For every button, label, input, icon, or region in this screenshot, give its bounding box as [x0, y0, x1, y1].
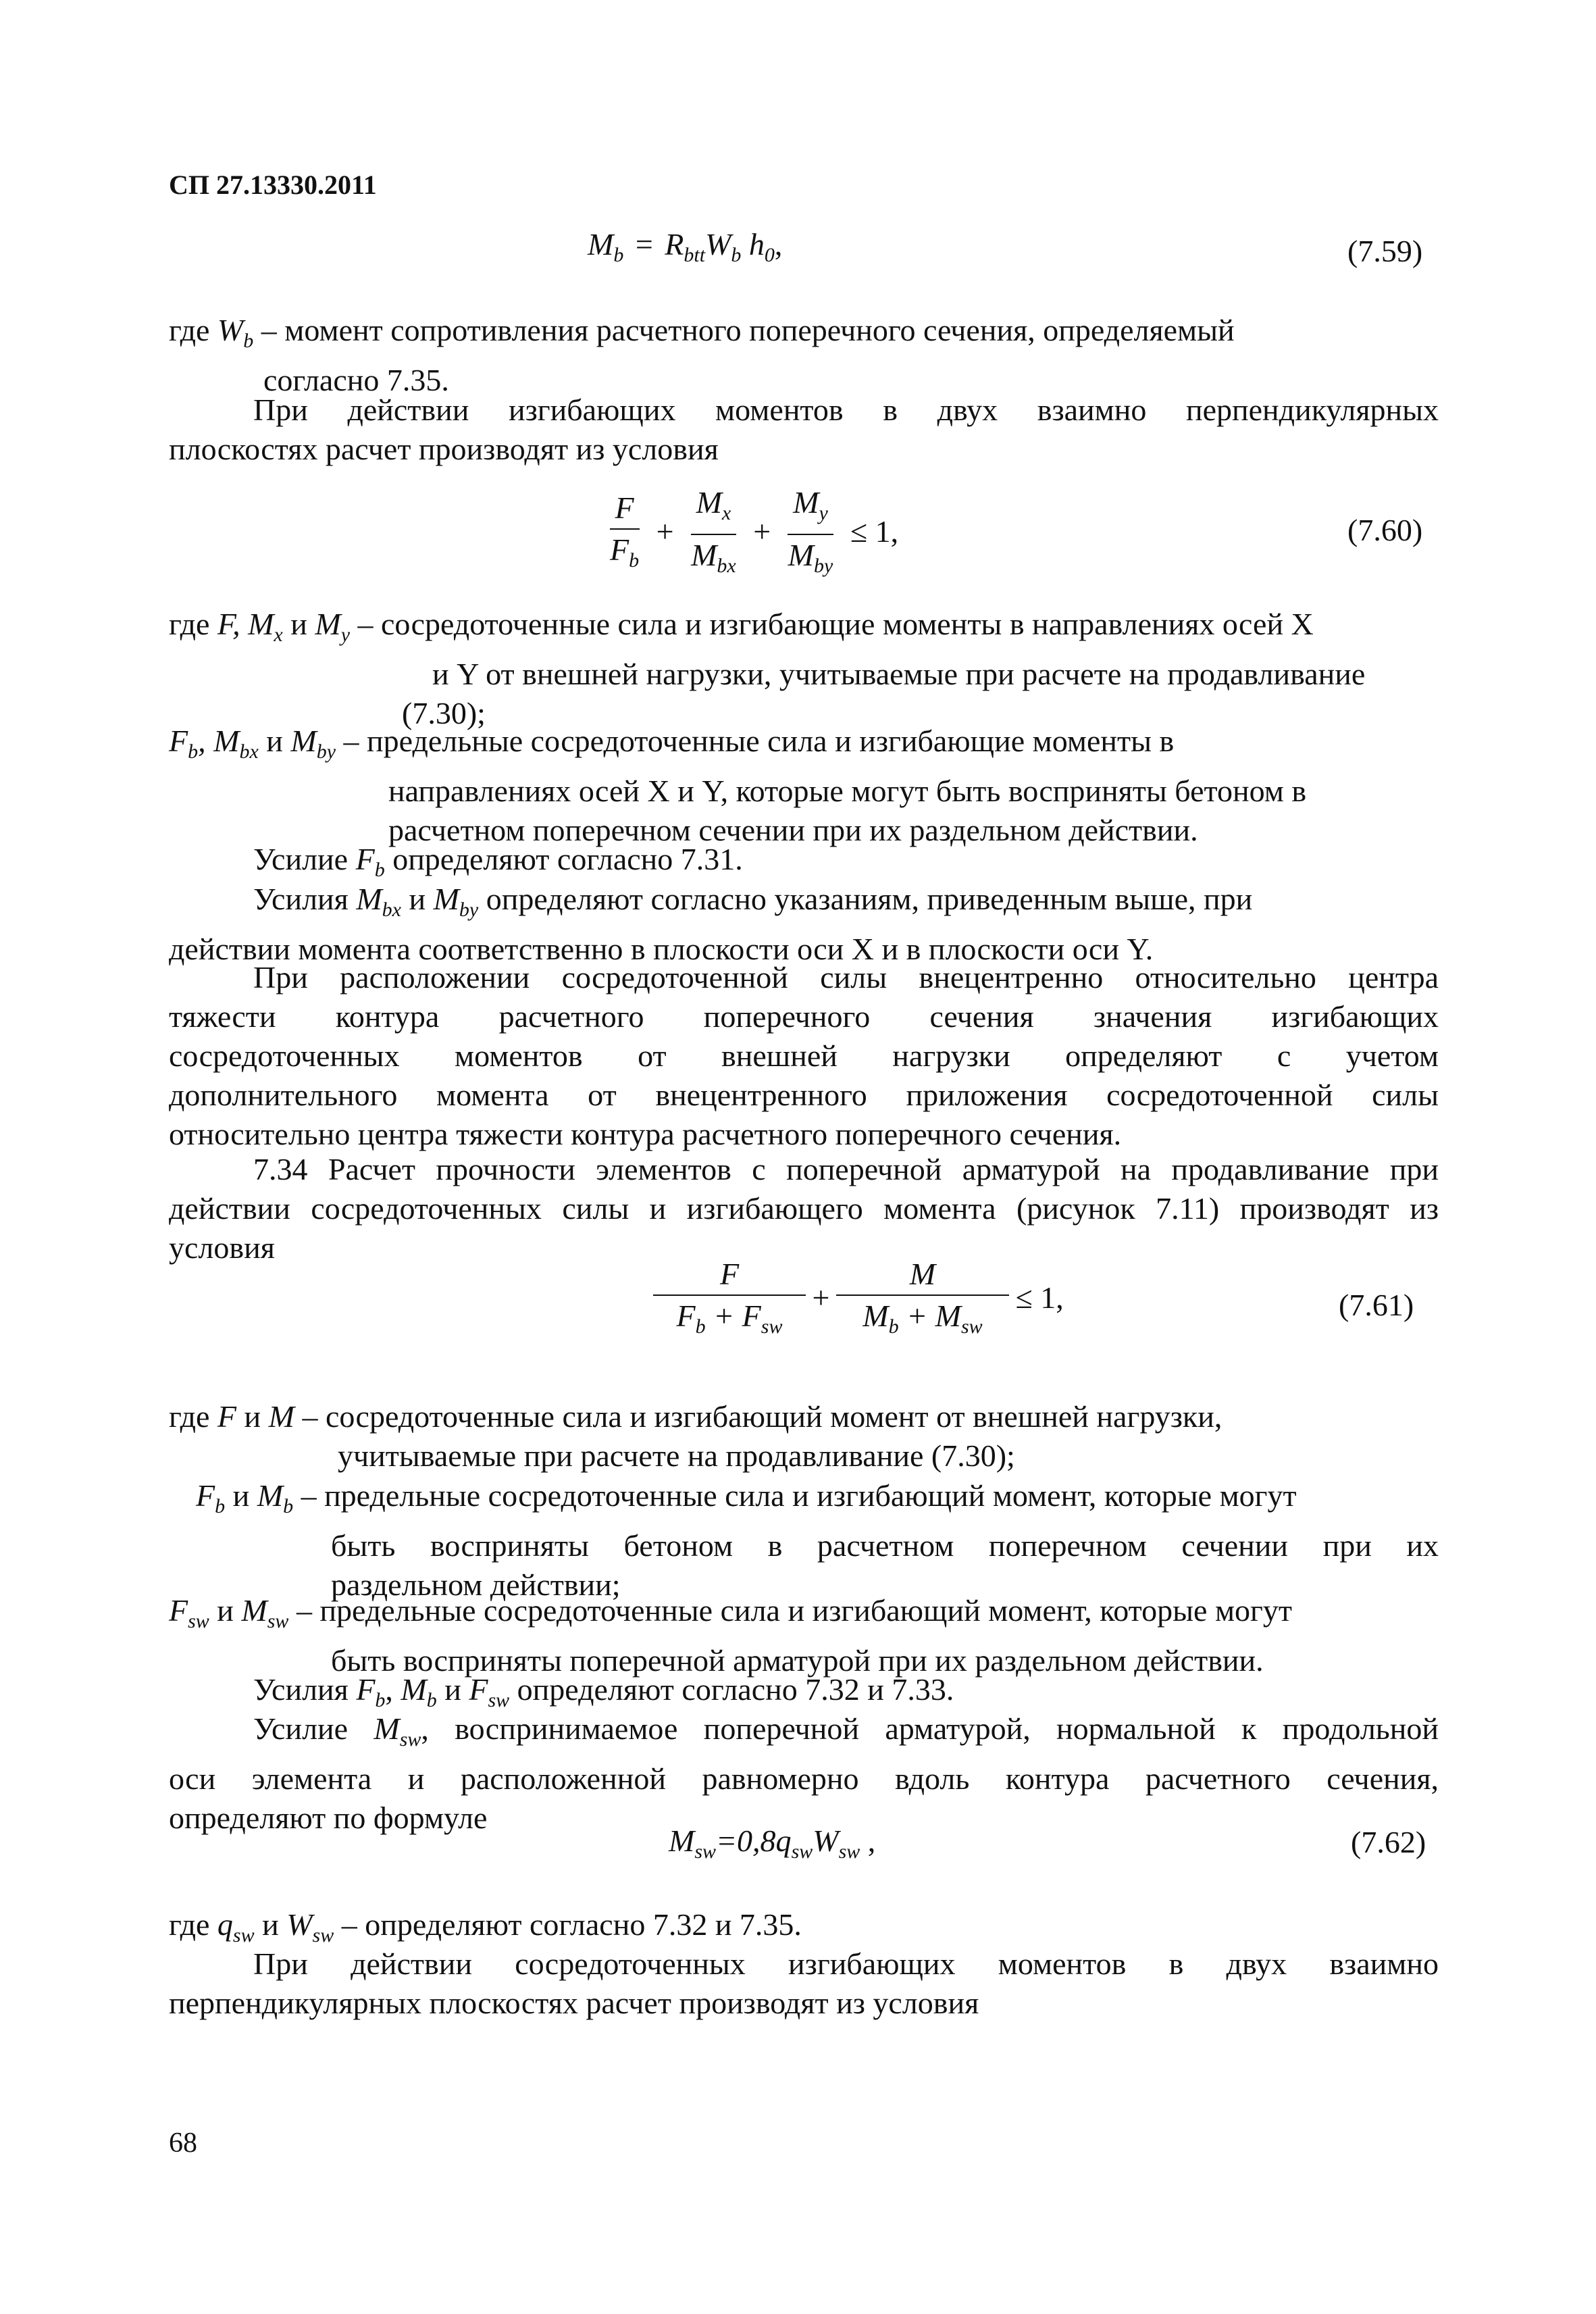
- math-symbol: F, M: [217, 607, 274, 641]
- formula-subscript: b: [731, 244, 742, 267]
- text-line: согласно 7.35.: [263, 363, 449, 398]
- formula-symbol: W: [813, 1823, 839, 1858]
- text-line: действии сосредоточенных силы и изгибающего момента (рисунок 7.11) производят из: [169, 1191, 1439, 1226]
- math-subscript: sw: [399, 1728, 421, 1751]
- text-span: и: [401, 882, 434, 916]
- equation-number: (7.61): [1339, 1288, 1414, 1322]
- denominator: + M: [898, 1299, 961, 1333]
- math-subscript: sw: [232, 1924, 255, 1947]
- text-line: тяжести контура расчетного поперечного сечения значения изгибающих: [169, 999, 1439, 1034]
- formula-subscript: sw: [960, 1315, 983, 1338]
- formula-operator: =: [627, 227, 661, 261]
- denominator: F: [676, 1299, 696, 1333]
- math-subscript: b: [374, 859, 385, 882]
- numerator: M: [696, 485, 722, 520]
- formula-subscript: x: [721, 502, 731, 525]
- text-span: Усилие: [253, 1711, 374, 1746]
- text-span: – сосредоточенные сила и изгибающий момент от внешней нагрузки,: [294, 1399, 1222, 1434]
- text-span: Усилие: [253, 842, 356, 876]
- formula-symbol: M: [588, 227, 614, 261]
- text-line: плоскостях расчет производят из условия: [169, 432, 719, 466]
- paragraph-7-34: [169, 1150, 1439, 1267]
- text-line: быть восприняты поперечной арматурой при их раздельном действии.: [331, 1643, 1264, 1678]
- math-symbol: W: [286, 1907, 313, 1942]
- text-span: и: [258, 724, 291, 758]
- text-span: где: [169, 1907, 217, 1942]
- math-symbol: F: [169, 1593, 188, 1628]
- math-subscript: b: [283, 1495, 294, 1518]
- formula-subscript: b: [888, 1315, 899, 1338]
- numerator: F: [653, 1257, 806, 1296]
- formula-relation: ≤ 1,: [1015, 1280, 1064, 1315]
- math-symbol: F: [196, 1478, 215, 1513]
- text-span: – сосредоточенные сила и изгибающие моменты в направлениях осей X: [350, 607, 1314, 641]
- math-symbol: M: [290, 724, 317, 758]
- text-span: – предельные сосредоточенные сила и изгибающий момент, которые могут: [293, 1478, 1297, 1513]
- paragraph-fsw-msw: [169, 1591, 1439, 1680]
- math-symbol: F: [169, 724, 188, 758]
- text-line: определяют по формуле: [169, 1801, 488, 1836]
- paragraph-f-m: [169, 1397, 1439, 1476]
- formula-subscript: sw: [694, 1840, 717, 1863]
- formula-subscript: by: [814, 555, 833, 578]
- text-line: действии момента соответственно в плоскости оси X и в плоскости оси Y.: [169, 932, 1154, 967]
- math-subscript: sw: [188, 1610, 209, 1633]
- formula-operator: +: [753, 513, 771, 549]
- math-subscript: by: [316, 740, 336, 763]
- text-line: При расположении сосредоточенной силы внецентренно относительно центра: [253, 960, 1439, 995]
- math-symbol: M: [401, 1672, 427, 1707]
- fraction: [783, 485, 839, 584]
- page-number: 68: [169, 2128, 197, 2159]
- formula-subscript: b: [629, 549, 640, 572]
- text-span: где: [169, 607, 217, 641]
- text-span: и: [209, 1593, 242, 1628]
- math-subscript: b: [215, 1495, 226, 1518]
- paragraph-msw: [169, 1709, 1439, 1838]
- text-line: раздельном действии;: [331, 1567, 621, 1603]
- math-subscript: by: [459, 899, 479, 922]
- equation-number: (7.62): [1351, 1825, 1426, 1859]
- formula-subscript: b: [695, 1315, 706, 1338]
- formula-subscript: sw: [838, 1840, 860, 1863]
- text-line: (7.30);: [402, 696, 486, 731]
- math-symbol: M: [356, 882, 382, 916]
- text-span: и: [282, 607, 315, 641]
- math-symbol: F: [217, 1399, 237, 1434]
- math-subscript: sw: [267, 1610, 289, 1633]
- text-span: где: [169, 1399, 217, 1434]
- math-subscript: x: [274, 624, 283, 647]
- formula-relation: ≤ 1,: [850, 513, 899, 549]
- math-symbol: , M: [198, 724, 240, 758]
- formula-7-62: [669, 1823, 875, 1863]
- denominator: M: [788, 538, 814, 573]
- paragraph-fb-mb: [196, 1476, 1439, 1605]
- math-subscript: b: [375, 1689, 386, 1712]
- fraction: [686, 485, 742, 584]
- formula-7-61: [659, 1257, 1068, 1344]
- formula-subscript: 0: [764, 244, 775, 267]
- text-line: направлениях осей X и Y, которые могут быть восприняты бетоном в: [388, 774, 1307, 809]
- equation-number: (7.59): [1347, 234, 1423, 268]
- formula-subscript: y: [819, 502, 828, 525]
- math-subscript: y: [340, 624, 351, 647]
- paragraph-two-planes-moments: [169, 1944, 1439, 2023]
- math-subscript: b: [426, 1689, 437, 1712]
- text-span: – предельные сосредоточенные сила и изгибающий момент, которые могут: [288, 1593, 1293, 1628]
- denominator: F: [610, 532, 629, 568]
- formula-symbol: h: [741, 227, 765, 261]
- formula-7-60: [604, 485, 902, 584]
- text-line: условия: [169, 1230, 275, 1265]
- denominator: M: [863, 1299, 889, 1333]
- text-span: – определяют согласно 7.32 и 7.35.: [334, 1907, 802, 1942]
- paragraph-two-planes: [169, 391, 1439, 469]
- formula-subscript: bx: [717, 555, 736, 578]
- text-line: При действии изгибающих моментов в двух взаимно перпендикулярных: [253, 393, 1439, 427]
- text-span: определяют согласно 7.31.: [384, 842, 743, 876]
- text-line: сосредоточенных моментов от внешней нагрузки определяют с учетом: [169, 1038, 1439, 1073]
- paragraph-mbx-mby-ref: [169, 880, 1439, 969]
- text-span: и: [236, 1399, 269, 1434]
- math-symbol: F: [469, 1672, 488, 1707]
- text-line: оси элемента и расположенной равномерно вдоль контура расчетного сечения,: [169, 1761, 1439, 1796]
- numerator: F: [610, 491, 640, 530]
- fraction: [604, 491, 644, 578]
- math-symbol: M: [268, 1399, 294, 1434]
- math-subscript: bx: [382, 899, 401, 922]
- math-symbol: M: [374, 1711, 400, 1746]
- text-span: Усилия: [253, 882, 357, 916]
- text-span: ,: [385, 1672, 401, 1707]
- paragraph-fb-mbx-mby: [169, 722, 1439, 850]
- formula-subscript: sw: [761, 1315, 783, 1338]
- formula-punct: ,: [860, 1823, 876, 1858]
- formula-subscript: b: [613, 244, 624, 267]
- denominator: M: [691, 538, 717, 573]
- fraction: [842, 1257, 1004, 1344]
- math-subscript: sw: [488, 1689, 510, 1712]
- math-symbol: M: [315, 607, 341, 641]
- formula-subscript: sw: [791, 1840, 813, 1863]
- math-symbol: M: [241, 1593, 267, 1628]
- numerator: M: [793, 485, 819, 520]
- math-subscript: bx: [239, 740, 259, 763]
- text-span: и: [436, 1672, 469, 1707]
- formula-subscript: btt: [684, 244, 706, 267]
- text-line: 7.34 Расчет прочности элементов с поперечной арматурой на продавливание при: [253, 1152, 1439, 1186]
- text-line: относительно центра тяжести контура расчетного поперечного сечения.: [169, 1117, 1122, 1151]
- text-span: , воспринимаемое поперечной арматурой, нормальной к продольной: [421, 1711, 1439, 1746]
- math-subscript: b: [188, 740, 199, 763]
- text-span: – предельные сосредоточенные сила и изгибающие моменты в: [336, 724, 1175, 758]
- formula-symbol: W: [705, 227, 731, 261]
- formula-operator: +: [656, 513, 674, 549]
- text-line: расчетном поперечном сечении при их раздельном действии.: [388, 813, 1198, 848]
- numerator: M: [836, 1257, 1009, 1296]
- math-symbol: F: [355, 842, 375, 876]
- text-line: дополнительного момента от внецентренного приложения сосредоточенной силы: [169, 1078, 1439, 1112]
- text-span: определяют согласно указаниям, приведенным выше, при: [478, 882, 1253, 916]
- text-line: При действии сосредоточенных изгибающих моментов в двух взаимно: [253, 1946, 1439, 1981]
- math-subscript: b: [243, 330, 254, 353]
- document-code-header: СП 27.13330.2011: [169, 170, 377, 200]
- text-span: – момент сопротивления расчетного поперечного сечения, определяемый: [253, 313, 1235, 347]
- paragraph-eccentric-force: [169, 958, 1439, 1154]
- math-symbol: F: [356, 1672, 376, 1707]
- formula-punct: ,: [774, 227, 783, 261]
- math-symbol: M: [257, 1478, 284, 1513]
- text-line: учитываемые при расчете на продавливание (7.30);: [338, 1438, 1015, 1473]
- paragraph-f-mx-my: [169, 605, 1439, 733]
- fraction: [659, 1257, 800, 1344]
- text-span: где: [169, 313, 217, 347]
- paragraph-wb-definition: [169, 311, 1439, 400]
- text-line: быть восприняты бетоном в расчетном поперечном сечении при их: [331, 1528, 1439, 1563]
- text-line: перпендикулярных плоскостях расчет производят из условия: [169, 1986, 979, 2020]
- formula-symbol: =0,8q: [716, 1823, 792, 1858]
- formula-symbol: M: [669, 1823, 695, 1858]
- denominator: + F: [705, 1299, 761, 1333]
- text-span: и: [225, 1478, 257, 1513]
- formula-operator: +: [812, 1280, 830, 1315]
- math-symbol: W: [217, 313, 244, 347]
- math-symbol: q: [217, 1907, 233, 1942]
- math-symbol: M: [433, 882, 459, 916]
- equation-number: (7.60): [1347, 513, 1423, 547]
- text-span: определяют согласно 7.32 и 7.33.: [509, 1672, 954, 1707]
- text-span: и: [254, 1907, 287, 1942]
- formula-symbol: R: [665, 227, 684, 261]
- formula-7-59: [588, 226, 782, 267]
- text-span: Усилия: [253, 1672, 357, 1707]
- math-subscript: sw: [312, 1924, 334, 1947]
- text-line: и Y от внешней нагрузки, учитываемые при расчете на продавливание: [432, 657, 1366, 692]
